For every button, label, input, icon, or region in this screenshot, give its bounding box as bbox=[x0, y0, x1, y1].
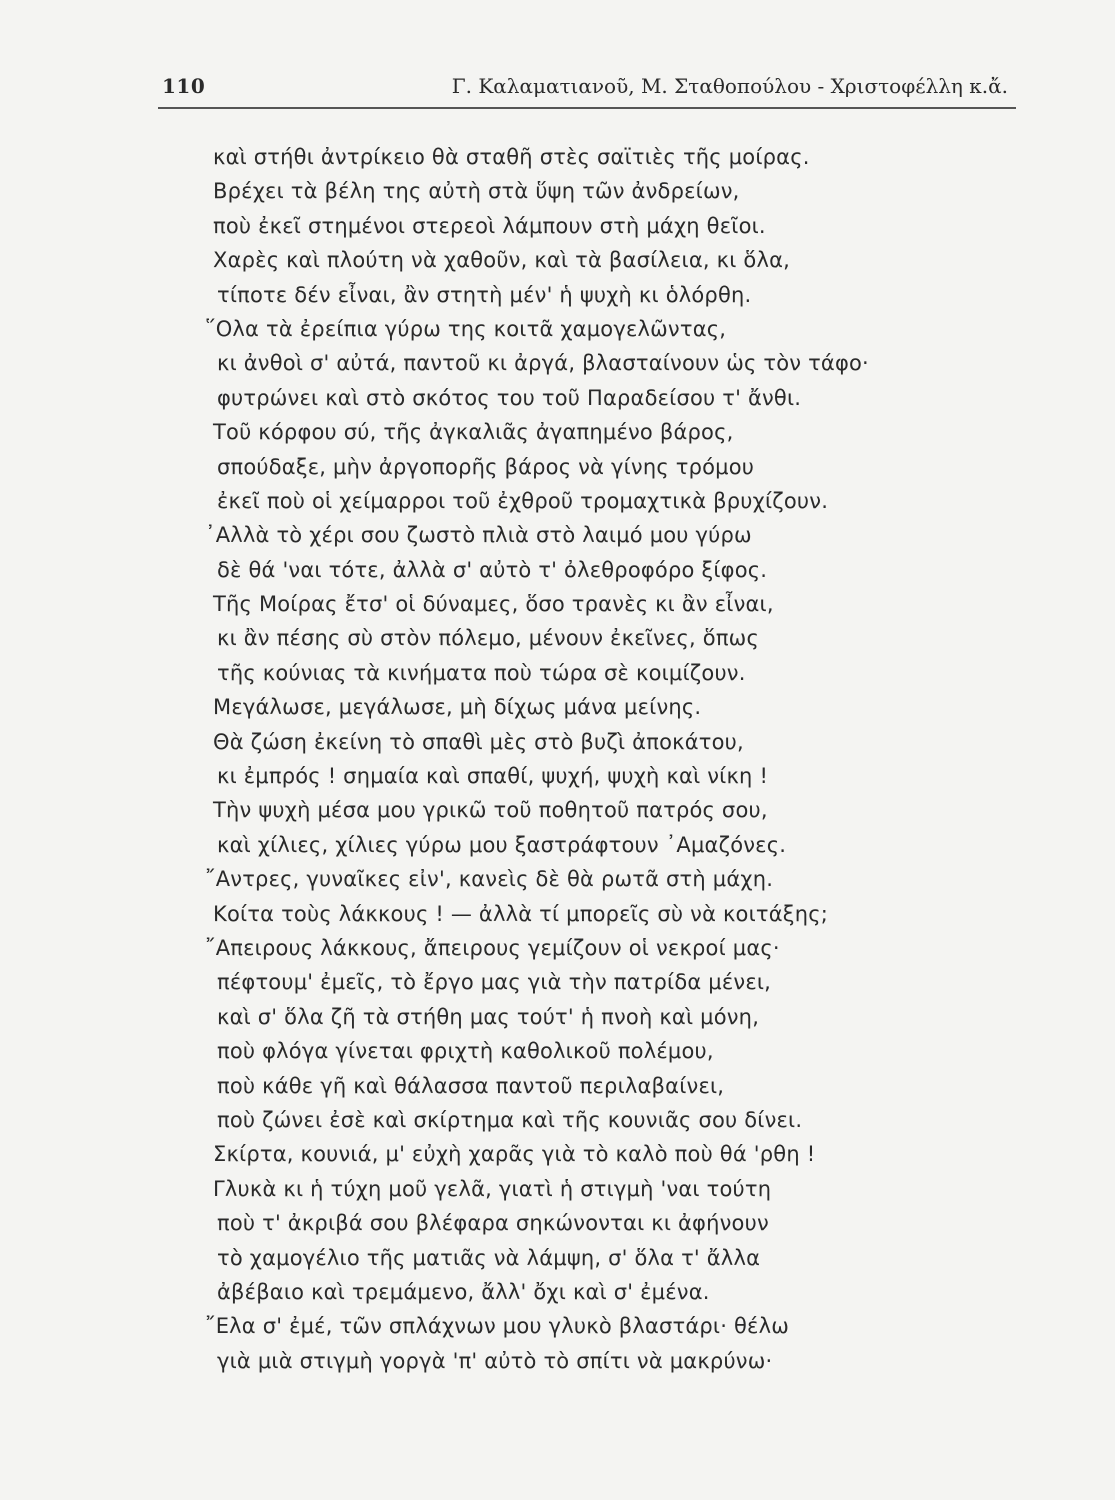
running-head: Γ. Καλαματιανοῦ, Μ. Σταθοπούλου - Χριστοφέλλη κ.ἄ. bbox=[451, 74, 1008, 98]
poem-line: ἀβέβαιο καὶ τρεμάμενο, ἄλλ' ὄχι καὶ σ' ἐμένα. bbox=[217, 1279, 710, 1304]
page-number: 110 bbox=[162, 74, 206, 98]
poem-line: ποὺ ἐκεῖ στημένοι στερεοὶ λάμπουν στὴ μάχη θεῖοι. bbox=[213, 213, 766, 238]
poem-line: καὶ στήθι ἀντρίκειο θὰ σταθῆ στὲς σαϊτιὲς τῆς μοίρας. bbox=[213, 145, 810, 169]
poem-line: Χαρὲς καὶ πλούτη νὰ χαθοῦν, καὶ τὰ βασίλεια, κι ὅλα, bbox=[213, 248, 791, 273]
poem-line: ῎Απειρους λάκκους, ἄπειρους γεμίζουν οἱ νεκροί μας· bbox=[205, 935, 780, 960]
poem-line: σπούδαξε, μὴν ἀργοπορῆς βάρος νὰ γίνης τρόμου bbox=[217, 454, 755, 479]
poem-line: Κοίτα τοὺς λάκκους ! — ἀλλὰ τί μπορεῖς σὺ νὰ κοιτάξης; bbox=[213, 901, 829, 926]
poem-line: ποὺ κάθε γῆ καὶ θάλασσα παντοῦ περιλαβαίνει, bbox=[217, 1073, 725, 1098]
poem-line: ᾿Αλλὰ τὸ χέρι σου ζωστὸ πλιὰ στὸ λαιμό μου γύρω bbox=[205, 523, 752, 548]
poem-line: Σκίρτα, κουνιά, μ' εὐχὴ χαρᾶς γιὰ τὸ καλὸ ποὺ θά 'ρθη ! bbox=[213, 1142, 816, 1167]
poem-line: Θὰ ζώση ἐκείνη τὸ σπαθὶ μὲς στὸ βυζὶ ἀποκάτου, bbox=[213, 729, 744, 754]
poem-line: ποὺ φλόγα γίνεται φριχτὴ καθολικοῦ πολέμου, bbox=[217, 1039, 714, 1064]
poem-line: κι ἀνθοὶ σ' αὐτά, παντοῦ κι ἀργά, βλασταίνουν ὡς τὸν τάφο· bbox=[217, 351, 869, 376]
page-header bbox=[158, 70, 1018, 104]
poem-line: καὶ χίλιες, χίλιες γύρω μου ξαστράφτουν ᾿Αμαζόνες. bbox=[217, 832, 787, 857]
poem-line: κι ἐμπρός ! σημαία καὶ σπαθί, ψυχή, ψυχὴ καὶ νίκη ! bbox=[217, 764, 769, 789]
poem-line: καὶ σ' ὅλα ζῆ τὰ στήθη μας τούτ' ἡ πνοὴ καὶ μόνη, bbox=[217, 1004, 760, 1029]
poem-line: Τῆς Μοίρας ἔτσ' οἱ δύναμες, ὅσο τρανὲς κι ἂν εἶναι, bbox=[213, 592, 774, 617]
poem-line: πέφτουμ' ἐμεῖς, τὸ ἔργο μας γιὰ τὴν πατρίδα μένει, bbox=[217, 970, 772, 995]
poem-line: ποὺ τ' ἀκριβά σου βλέφαρα σηκώνονται κι ἀφήνουν bbox=[217, 1211, 769, 1236]
poem-line: Τοῦ κόρφου σύ, τῆς ἀγκαλιᾶς ἀγαπημένο βάρος, bbox=[213, 420, 734, 445]
poem-line: ῎Αντρες, γυναῖκες εἰν', κανεὶς δὲ θὰ ρωτᾶ στὴ μάχη. bbox=[205, 867, 774, 892]
poem-line: δὲ θά 'ναι τότε, ἀλλὰ σ' αὐτὸ τ' ὀλεθροφόρο ξίφος. bbox=[217, 557, 768, 582]
poem-line: ῎Ελα σ' ἐμέ, τῶν σπλάχνων μου γλυκὸ βλαστάρι· θέλω bbox=[205, 1314, 790, 1339]
poem-line: τὸ χαμογέλιο τῆς ματιᾶς νὰ λάμψη, σ' ὅλα τ' ἄλλα bbox=[217, 1245, 761, 1270]
poem-line: Μεγάλωσε, μεγάλωσε, μὴ δίχως μάνα μείνης. bbox=[213, 695, 702, 720]
poem-text bbox=[205, 140, 973, 1378]
poem-line: ποὺ ζώνει ἐσὲ καὶ σκίρτημα καὶ τῆς κουνιᾶς σου δίνει. bbox=[217, 1107, 803, 1132]
header-rule bbox=[158, 107, 1016, 109]
poem-line: Γλυκὰ κι ἡ τύχη μοῦ γελᾶ, γιατὶ ἡ στιγμὴ 'ναι τούτη bbox=[213, 1176, 772, 1201]
poem-line: Τὴν ψυχὴ μέσα μου γρικῶ τοῦ ποθητοῦ πατρός σου, bbox=[213, 798, 768, 823]
poem-line: ἐκεῖ ποὺ οἱ χείμαρροι τοῦ ἐχθροῦ τρομαχτικὰ βρυχίζουν. bbox=[217, 488, 829, 513]
poem-line: γιὰ μιὰ στιγμὴ γοργὰ 'π' αὐτὸ τὸ σπίτι νὰ μακρύνω· bbox=[217, 1348, 773, 1373]
poem-line: ῞Ολα τὰ ἐρείπια γύρω της κοιτᾶ χαμογελῶντας, bbox=[205, 316, 727, 341]
poem-line: Βρέχει τὰ βέλη της αὐτὴ στὰ ὕψη τῶν ἀνδρείων, bbox=[213, 179, 740, 204]
poem-line: κι ἂν πέσης σὺ στὸν πόλεμο, μένουν ἐκεῖνες, ὅπως bbox=[217, 626, 759, 651]
poem-line: τῆς κούνιας τὰ κινήματα ποὺ τώρα σὲ κοιμίζουν. bbox=[217, 660, 746, 685]
poem-line: φυτρώνει καὶ στὸ σκότος του τοῦ Παραδείσου τ' ἄνθι. bbox=[217, 385, 802, 410]
poem-line: τίποτε δέν εἶναι, ἂν στητὴ μέν' ἡ ψυχὴ κι ὁλόρθη. bbox=[217, 282, 752, 307]
